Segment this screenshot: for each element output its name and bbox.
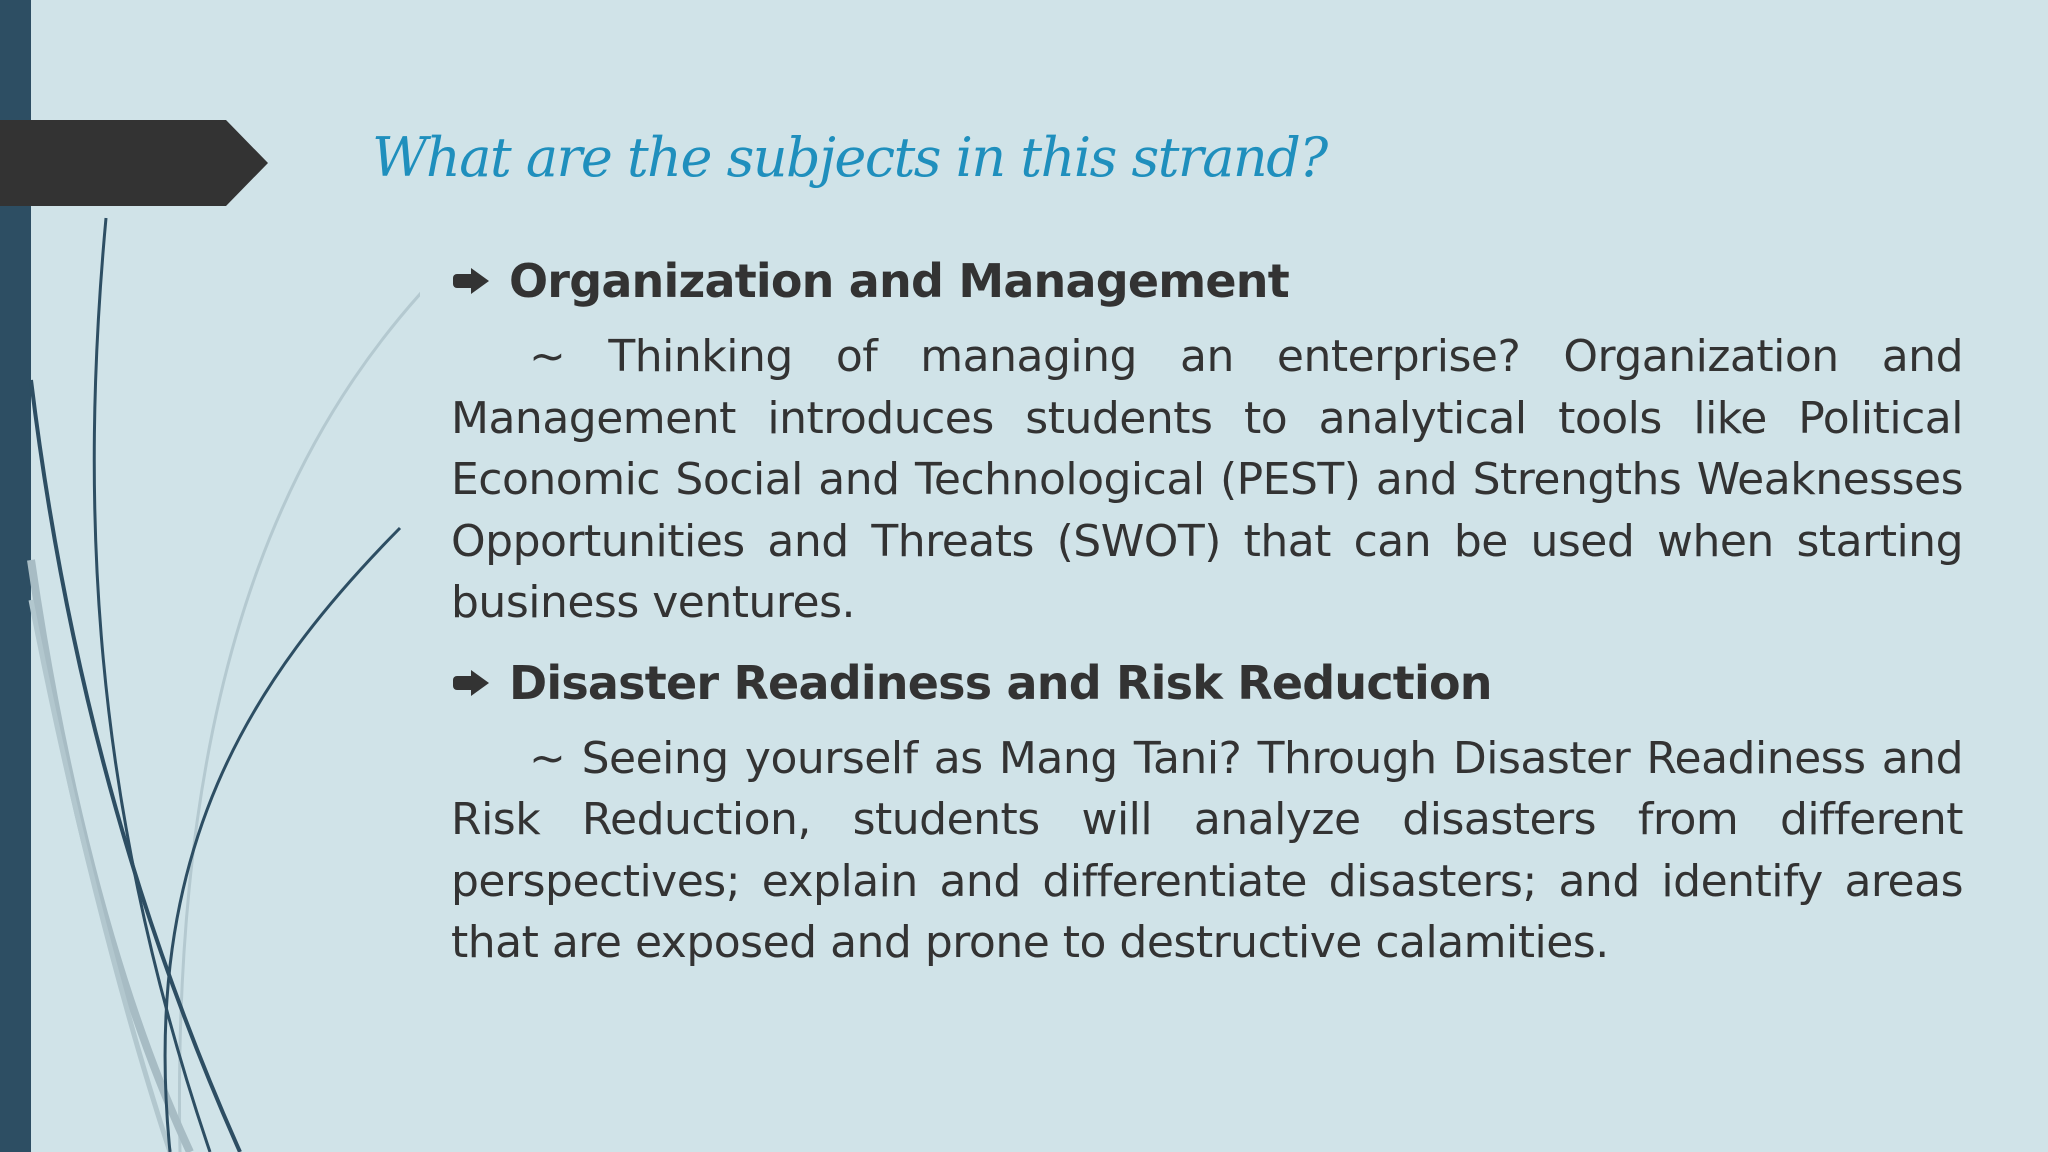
subject-heading: Organization and Management (509, 254, 1289, 308)
bullet-item-disaster-readiness (451, 652, 1963, 714)
subject-heading: Disaster Readiness and Risk Reduction (509, 655, 1492, 710)
title-tab-arrow (0, 120, 270, 206)
subject-description-text: ~ Thinking of managing an enterprise? Organization and Management introduces students to analytical tools like Political Economic Social and Technological (PEST) and Strengths Weaknesses Opportunities and Threats (SWOT) that can be used when starting business ventures. (451, 331, 1963, 628)
subject-description-text: ~ Seeing yourself as Mang Tani? Through Disaster Readiness and Risk Reduction, students will analyze disasters from different perspectives; explain and differentiate disasters; and identify areas that are exposed and prone to destructive calamities. (451, 732, 1963, 968)
bullet-item-organization-management (451, 250, 1963, 312)
right-arrow-bullet-icon (451, 668, 491, 698)
slide-title: What are the subjects in this strand? (372, 126, 1327, 189)
subject-description (451, 326, 1963, 634)
slide-content (451, 250, 1963, 992)
right-arrow-bullet-icon (451, 266, 491, 296)
subject-description (451, 728, 1963, 974)
